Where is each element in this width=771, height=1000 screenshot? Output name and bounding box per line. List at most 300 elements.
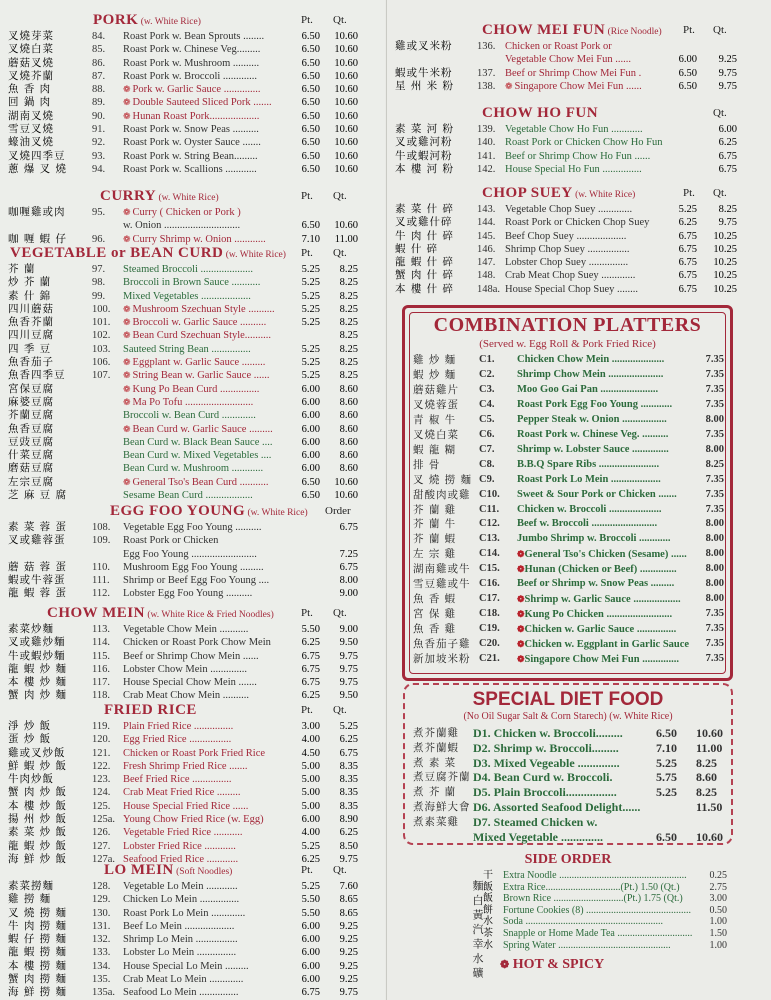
menu-item[interactable] [395, 40, 770, 53]
item-name: Lobster Egg Foo Young .......... [123, 588, 253, 600]
menu-item[interactable] [0, 933, 385, 946]
combo-name: ❁General Tso's Chicken (Sesame) ...... [517, 549, 687, 561]
price-qt: 10.25 [713, 257, 737, 269]
menu-item[interactable] [0, 733, 385, 746]
combo-item[interactable] [413, 458, 724, 473]
price-qt: 10.60 [334, 97, 358, 109]
price-qt: 10.60 [696, 829, 723, 844]
menu-item[interactable] [0, 623, 385, 636]
chinese-name: 雪豆叉燒 [8, 123, 54, 136]
combo-price: 7.35 [705, 653, 724, 664]
item-name: ❁ Broccoli w. Garlic Sauce .......... [123, 317, 267, 329]
price-qt: 9.75 [718, 217, 737, 229]
price-pt: 6.00 [301, 974, 320, 986]
price-qt: 10.25 [713, 230, 737, 242]
combo-name: B.B.Q Spare Ribs ....................... [517, 458, 660, 470]
section-title [47, 605, 274, 622]
menu-item[interactable] [0, 574, 385, 587]
combo-item[interactable] [413, 517, 724, 532]
menu-item[interactable] [0, 587, 385, 600]
menu-item[interactable] [0, 489, 385, 502]
price-pt: 5.25 [301, 343, 320, 355]
chinese-name: 鮮 蝦 炒 飯 [8, 759, 68, 772]
price-pt: 5.00 [301, 787, 320, 799]
combo-item[interactable] [413, 607, 724, 622]
chinese-name: 新加坡米粉 [413, 653, 471, 665]
item-number: 108. [92, 522, 111, 533]
item-number: 125. [92, 800, 111, 812]
item-number: 115. [92, 650, 110, 662]
combo-item[interactable] [413, 428, 724, 443]
combo-name: ❁Chicken w. Eggplant in Garlic Sauce [517, 639, 690, 651]
item-name: Roast Pork w. Mushroom .......... [123, 57, 260, 69]
menu-item[interactable] [0, 773, 385, 786]
item-name: Lobster Chow Mein .............. [123, 663, 247, 675]
menu-item[interactable] [0, 946, 385, 959]
chinese-name: 龍 蝦 蓉 蛋 [8, 587, 68, 600]
chinese-name: 蘑 菇 蓉 蛋 [8, 560, 68, 573]
chinese-name: 叉或雞河粉 [395, 136, 453, 149]
item-name: Roast Pork or Chicken [123, 535, 219, 547]
item-number: 142. [477, 163, 496, 175]
menu-item[interactable] [0, 57, 385, 70]
combo-code: C19. [479, 623, 500, 635]
item-name: Lobster Lo Mein ............... [123, 947, 237, 959]
hot-spicy-icon: ❁ [123, 317, 131, 328]
menu-item[interactable] [0, 206, 385, 219]
menu-item[interactable] [0, 110, 385, 123]
price-pt: 6.00 [301, 436, 320, 448]
item-number: 88. [92, 84, 106, 96]
item-name: Broccoli w. Bean Curd ............. [123, 410, 256, 422]
chinese-name: 叉 燒 撈 麵 [8, 906, 68, 919]
menu-item[interactable] [0, 303, 385, 316]
menu-item[interactable] [0, 650, 385, 663]
section-header [0, 188, 385, 206]
menu-item[interactable] [0, 263, 385, 276]
item-name: Chicken or Roast Pork or [505, 41, 612, 52]
item-name: ❁ Kung Po Bean Curd ............... [123, 383, 260, 395]
combo-code: C8. [479, 458, 495, 470]
price-pt: 6.75 [301, 663, 320, 675]
chinese-name: 左宗豆腐 [8, 475, 54, 488]
item-name: House Special Chop Suey ........ [505, 283, 638, 295]
menu-item[interactable] [0, 476, 385, 489]
combo-price: 7.35 [705, 608, 724, 620]
menu-item[interactable] [0, 676, 385, 689]
item-name: w. Onion ............................. [123, 220, 241, 232]
hot-spicy-icon: ❁ [123, 423, 131, 434]
menu-item[interactable] [0, 689, 385, 702]
chinese-name: 蘑菇雞片 [413, 383, 459, 396]
diet-item[interactable] [413, 770, 723, 784]
combo-price: 8.00 [705, 443, 724, 455]
menu-item[interactable] [0, 383, 385, 396]
diet-item[interactable] [413, 785, 723, 799]
menu-item[interactable] [0, 826, 385, 839]
side-name: Soda ....................................................... [503, 916, 663, 928]
item-name: ❁ String Bean w. Garlic Sauce ...... [123, 370, 270, 382]
item-number: 100. [92, 303, 111, 315]
combo-item[interactable] [413, 353, 724, 368]
combo-price: 7.35 [705, 473, 724, 485]
side-name: Snapple or Home Made Tea .............................. [503, 928, 693, 939]
price-pt: 6.00 [301, 463, 320, 475]
price-pt: 3.00 [301, 721, 320, 732]
diet-item[interactable] [413, 800, 723, 814]
price-pt: 6.75 [678, 243, 697, 255]
chinese-name: 四川豆腐 [8, 329, 54, 342]
section-chopsuey [395, 185, 770, 296]
item-name: Seafood Lo Mein ............... [123, 987, 239, 999]
menu-item[interactable] [0, 70, 385, 83]
item-name: ❁ Mushroom Szechuan Style .......... [123, 303, 275, 315]
item-name: Roast Pork w. Bean Sprouts ........ [123, 31, 265, 42]
combo-item[interactable] [413, 547, 724, 562]
menu-item[interactable] [0, 136, 385, 149]
menu-item[interactable] [0, 290, 385, 303]
hot-spicy-icon: ❁ [123, 97, 131, 108]
chinese-name: 煮 素 菜 [413, 756, 457, 769]
chinese-name: 叉 燒 撈 麵 [413, 473, 473, 486]
menu-item[interactable] [0, 409, 385, 422]
combo-code: C14. [479, 548, 500, 560]
price-qt: 10.60 [334, 70, 358, 82]
chinese-name: 青 椒 牛 [413, 413, 457, 426]
chinese-name: 炒 芥 蘭 [8, 276, 52, 289]
section-title [482, 185, 635, 202]
chinese-name: 牛肉炒飯 [8, 773, 54, 786]
chinese-name: 叉或雞炒麵 [8, 636, 66, 649]
price-qt: 6.25 [718, 137, 737, 149]
item-number: 134. [92, 960, 111, 972]
title-note: (w. White Rice & Fried Noodles) [144, 610, 274, 620]
menu-item[interactable] [0, 521, 385, 534]
menu-item[interactable] [0, 986, 385, 999]
menu-item[interactable] [0, 329, 385, 342]
menu-item[interactable] [0, 30, 385, 43]
item-name: Plain Fried Rice ............... [123, 721, 234, 732]
menu-item[interactable] [0, 960, 385, 973]
hot-spicy-icon: ❁ [123, 110, 131, 121]
side-name: Fortune Cookies (8) .......................................... [503, 904, 692, 916]
hot-spicy-icon: ❁ [123, 476, 131, 487]
combo-code: C16. [479, 578, 500, 590]
chinese-name: 芥蘭豆腐 [8, 409, 54, 422]
item-number: 128. [92, 881, 111, 892]
chinese-name: 牛 肉 什 碎 [395, 229, 455, 242]
menu-item[interactable] [0, 343, 385, 356]
menu-item[interactable] [395, 216, 770, 229]
price-qt: 8.25 [696, 755, 717, 770]
combo-name: Beef or Shrimp w. Snow Peas ......... [517, 578, 675, 590]
item-number: 99. [92, 290, 106, 302]
item-number: 129. [92, 894, 111, 906]
combo-code: C3. [479, 383, 495, 395]
chinese-name: 本 樓 炒 麵 [8, 676, 68, 689]
title-note: (w. White Rice) [572, 190, 636, 200]
chinese-name: 素 菜 河 粉 [395, 123, 455, 135]
price-pt: 6.75 [301, 650, 320, 662]
hot-spicy-icon: ❁ [123, 233, 131, 244]
chinese-name: 回 鍋 肉 [8, 96, 52, 109]
price-pt: 4.50 [301, 747, 320, 759]
menu-item[interactable] [395, 123, 770, 136]
combo-name: Roast Pork w. Chinese Veg. .......... [517, 428, 669, 440]
price-pt: 6.75 [301, 677, 320, 689]
item-number: 135a. [92, 987, 116, 999]
combo-item[interactable] [413, 413, 724, 428]
diet-item[interactable] [413, 756, 723, 770]
combo-item[interactable] [413, 503, 724, 518]
combo-item[interactable] [413, 383, 724, 398]
menu-item[interactable] [0, 973, 385, 986]
menu-item[interactable] [0, 760, 385, 773]
chinese-name: 蟹 肉 撈 麵 [8, 973, 68, 986]
menu-item[interactable] [0, 920, 385, 933]
combo-name: Sweet & Sour Pork or Chicken ....... [517, 488, 677, 500]
menu-item[interactable] [395, 269, 770, 282]
item-name: Vegetable Chow Mei Fun ...... [505, 54, 631, 66]
menu-item[interactable] [395, 230, 770, 243]
diet-name: Mixed Vegetable .............. [473, 829, 603, 844]
item-number: 87. [92, 70, 106, 82]
section-header [0, 605, 385, 623]
menu-item[interactable] [395, 150, 770, 163]
price-qt: 8.25 [339, 330, 358, 342]
price-qt: 8.25 [696, 785, 717, 800]
menu-item[interactable] [0, 907, 385, 920]
item-number: 143. [477, 204, 496, 215]
combo-name: Roast Pork Egg Foo Young ............ [517, 398, 673, 410]
menu-item[interactable] [0, 893, 385, 906]
menu-item[interactable] [0, 423, 385, 436]
menu-item[interactable] [395, 163, 770, 176]
item-name: Bean Curd w. Mushroom ............ [123, 463, 264, 475]
item-number: 94. [92, 163, 106, 175]
combo-item[interactable] [413, 398, 724, 413]
menu-item[interactable] [0, 316, 385, 329]
combo-name: ❁Singapore Chow Mei Fun .............. [517, 654, 679, 665]
menu-item[interactable] [0, 534, 385, 547]
chinese-name: 芥 蘭 雞 [413, 503, 457, 516]
column-pt-label: Pt. [683, 187, 695, 199]
title-text: CURRY [100, 188, 157, 204]
chinese-name: 煮素菜雞 [413, 815, 459, 828]
combo-item[interactable] [413, 562, 724, 577]
menu-item[interactable] [0, 548, 385, 561]
menu-item[interactable] [0, 720, 385, 733]
item-number: 117. [92, 677, 110, 689]
price-pt: 5.25 [301, 317, 320, 329]
menu-item[interactable] [0, 43, 385, 56]
chinese-name: 餅 [483, 904, 493, 916]
item-number: 145. [477, 230, 496, 242]
item-number: 109. [92, 535, 111, 547]
price-qt: 6.75 [718, 150, 737, 162]
price-pt: 5.00 [301, 760, 320, 772]
menu-item[interactable] [0, 840, 385, 853]
section-title [110, 503, 308, 520]
section-title [10, 245, 286, 262]
item-name: ❁ Curry ( Chicken or Pork ) [123, 207, 241, 218]
item-name: Mixed Vegetables ................... [123, 290, 251, 302]
chinese-name: 素 什 錦 [8, 289, 52, 302]
section-header [0, 702, 385, 720]
section-title [482, 105, 598, 122]
item-number: 147. [477, 257, 496, 269]
menu-item[interactable] [0, 880, 385, 893]
chinese-name: 水 [483, 939, 493, 951]
menu-item[interactable] [0, 396, 385, 409]
item-name: ❁ Curry Shrimp w. Onion ............ [123, 233, 266, 245]
price-qt: 9.75 [339, 987, 358, 999]
item-number: 93. [92, 150, 106, 162]
diet-item[interactable] [413, 741, 723, 755]
price-qt: 8.25 [339, 277, 358, 289]
combo-name: Shrimp w. Lobster Sauce .............. [517, 443, 669, 455]
combo-item[interactable] [413, 488, 724, 503]
item-name: ❁ Double Sauteed Sliced Pork ....... [123, 97, 272, 109]
menu-item[interactable] [0, 800, 385, 813]
price-pt: 5.50 [301, 624, 320, 635]
chinese-name: 煮芥蘭雞 [413, 727, 459, 739]
price-pt: 5.25 [301, 840, 320, 852]
item-name: ❁ Hunan Roast Pork................... [123, 110, 260, 122]
menu-item[interactable] [0, 747, 385, 760]
menu-item[interactable] [0, 150, 385, 163]
combo-item[interactable] [413, 622, 724, 637]
price-qt: 8.60 [339, 436, 358, 448]
hot-spicy-icon: ❁ [505, 80, 513, 91]
item-name: ❁ Pork w. Garlic Sauce .............. [123, 84, 261, 96]
item-number: 122. [92, 760, 111, 772]
combo-item[interactable] [413, 368, 724, 383]
price-qt: 10.25 [713, 283, 737, 295]
section-chowhofun [395, 105, 770, 176]
side-price: 0.25 [709, 870, 727, 881]
item-number: 103. [92, 343, 111, 355]
menu-item[interactable] [0, 356, 385, 369]
menu-item[interactable] [0, 436, 385, 449]
price-pt: 6.50 [301, 476, 320, 488]
combo-item[interactable] [413, 652, 724, 667]
side-price: 1.00 [709, 916, 727, 928]
combo-name: ❁Kung Po Chicken ......................... [517, 609, 673, 621]
menu-item[interactable] [395, 136, 770, 149]
chinese-name: 龍 蝦 什 碎 [395, 256, 455, 269]
item-name: Young Chow Fried Rice (w. Egg) [123, 814, 264, 826]
hot-spicy-icon: ❁ [123, 396, 131, 407]
menu-item[interactable] [395, 67, 770, 80]
combo-price: 7.35 [705, 638, 724, 650]
item-number: 116. [92, 663, 110, 675]
combo-price: 8.00 [705, 533, 724, 545]
item-number: 112. [92, 588, 110, 600]
chinese-name: 雞 撈 麵 [8, 893, 52, 906]
menu-item[interactable] [0, 83, 385, 96]
price-qt: 9.50 [339, 690, 358, 702]
menu-item[interactable] [0, 813, 385, 826]
menu-item[interactable] [395, 53, 770, 66]
chinese-name: 雞 炒 麵 [413, 354, 457, 366]
menu-item[interactable] [0, 462, 385, 475]
diet-item[interactable] [413, 815, 723, 829]
price-pt: 5.25 [301, 881, 320, 892]
menu-item[interactable] [0, 786, 385, 799]
menu-item[interactable] [0, 663, 385, 676]
combo-item[interactable] [413, 473, 724, 488]
menu-item[interactable] [0, 163, 385, 176]
menu-item[interactable] [0, 219, 385, 232]
price-qt: 11.00 [334, 233, 358, 245]
item-name: Egg Foo Young ......................... [123, 548, 257, 560]
price-pt: 5.25 [301, 303, 320, 315]
menu-item[interactable] [0, 123, 385, 136]
price-qt: 7.60 [339, 881, 358, 892]
combo-item[interactable] [413, 577, 724, 592]
menu-item[interactable] [0, 96, 385, 109]
item-number: 148. [477, 270, 496, 282]
price-pt: 5.25 [301, 370, 320, 382]
item-number: 95. [92, 207, 106, 218]
menu-item[interactable] [0, 636, 385, 649]
diet-item[interactable] [413, 830, 723, 844]
item-name: Roast Pork w. Oyster Sauce ....... [123, 137, 261, 149]
price-pt: 6.50 [301, 57, 320, 69]
section-title [100, 188, 219, 205]
combo-item[interactable] [413, 532, 724, 547]
price-qt: 10.60 [334, 490, 358, 502]
side-name: Spring Water ............................................. [503, 939, 671, 951]
chinese-name: 飯 [483, 881, 493, 893]
menu-item[interactable] [0, 233, 385, 246]
menu-item[interactable] [395, 203, 770, 216]
menu-item[interactable] [0, 369, 385, 382]
item-name: Lobster Chop Suey ............... [505, 257, 629, 269]
price-qt: 9.00 [339, 588, 358, 600]
combo-item[interactable] [413, 443, 724, 458]
combo-code: C5. [479, 413, 495, 425]
menu-item[interactable] [0, 561, 385, 574]
combo-item[interactable] [413, 637, 724, 652]
item-name: Roast Pork w. Broccoli ............. [123, 70, 258, 82]
combo-item[interactable] [413, 592, 724, 607]
diet-title: SPECIAL DIET FOOD [472, 689, 664, 710]
price-pt: 6.50 [301, 97, 320, 109]
chinese-name: 煮豆腐芥蘭 [413, 771, 471, 784]
diet-name: D1. Chicken w. Broccoli......... [473, 726, 623, 740]
price-pt: 6.50 [301, 124, 320, 136]
column-qt-label: Qt. [713, 187, 727, 199]
menu-item[interactable] [0, 276, 385, 289]
menu-item[interactable] [395, 243, 770, 256]
hot-spicy-icon: ❁ [517, 594, 525, 605]
item-number: 132. [92, 934, 111, 946]
chinese-name: 叉燒白菜 [8, 43, 54, 56]
combo-name: ❁Hunan (Chicken or Beef) .............. [517, 564, 677, 576]
item-name: Roast Pork Lo Mein ............. [123, 907, 246, 919]
menu-item[interactable] [395, 256, 770, 269]
menu-item[interactable] [395, 80, 770, 93]
item-name: Shrimp or Beef Egg Foo Young .... [123, 575, 270, 587]
item-number: 101. [92, 317, 111, 329]
item-name: Vegetable Chow Ho Fun ............ [505, 124, 643, 135]
diet-item[interactable] [413, 726, 723, 740]
menu-item[interactable] [0, 449, 385, 462]
price-qt: 10.60 [334, 124, 358, 136]
menu-item[interactable] [395, 283, 770, 296]
